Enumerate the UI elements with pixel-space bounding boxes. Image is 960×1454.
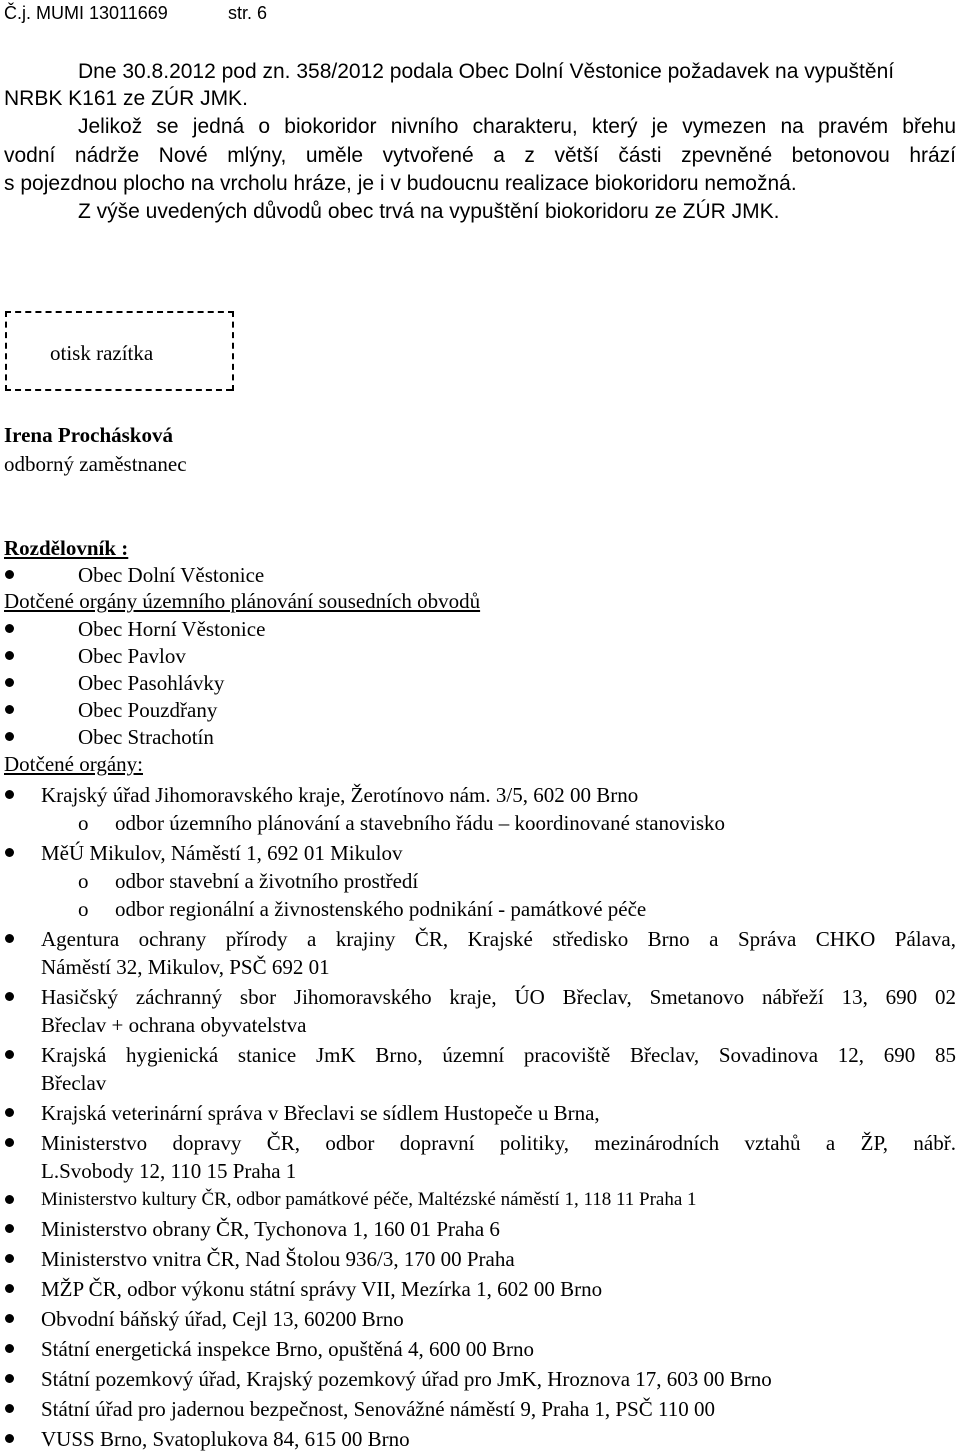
list-item: Obec Pouzdřany bbox=[78, 698, 218, 722]
list-item: Obec Strachotín bbox=[78, 725, 214, 749]
stamp-border-bottom bbox=[5, 389, 232, 391]
bullet-icon bbox=[5, 790, 14, 799]
para-line-3: s pojezdnou plocho na vrcholu hráze, je i v budoucnu realizace biokoridoru nemožná. bbox=[4, 172, 797, 195]
bullet-icon bbox=[5, 1314, 14, 1323]
bullet-icon bbox=[5, 1374, 14, 1383]
bullet-icon bbox=[5, 1050, 14, 1059]
list-item: Obec Horní Věstonice bbox=[78, 617, 266, 641]
list-item: Obec Pavlov bbox=[78, 644, 186, 668]
list-item: Obec Pasohlávky bbox=[78, 671, 225, 695]
bullet-icon bbox=[5, 1404, 14, 1413]
sub-item: odbor regionální a živnostenského podnikání - památkové péče bbox=[115, 897, 647, 921]
sub-bullet-icon: o bbox=[78, 897, 89, 921]
bullet-icon bbox=[5, 1344, 14, 1353]
list-item: Státní pozemkový úřad, Krajský pozemkový úřad pro JmK, Hroznova 17, 603 00 Brno bbox=[41, 1367, 772, 1391]
bullet-icon bbox=[5, 848, 14, 857]
bullet-icon bbox=[5, 992, 14, 1001]
bullet-icon bbox=[5, 1138, 14, 1147]
para-line-4: Z výše uvedených důvodů obec trvá na vypuštění biokoridoru ze ZÚR JMK. bbox=[78, 200, 780, 223]
list-item: MěÚ Mikulov, Náměstí 1, 692 01 Mikulov bbox=[41, 841, 403, 865]
list-item: Krajská hygienická stanice JmK Brno, územní pracoviště Břeclav, Sovadinova 12, 690 85 bbox=[41, 1043, 956, 1067]
stamp-label: otisk razítka bbox=[50, 341, 154, 365]
bullet-icon bbox=[5, 678, 14, 687]
sub-item: odbor stavební a životního prostředí bbox=[115, 869, 419, 893]
list-item-cont: Břeclav bbox=[41, 1071, 107, 1095]
list-item: Krajský úřad Jihomoravského kraje, Žerotínovo nám. 3/5, 602 00 Brno bbox=[41, 783, 639, 807]
bullet-icon bbox=[5, 1195, 14, 1204]
para-line-1: Jelikož se jedná o biokoridor nivního charakteru, který je vymezen na pravém břehu bbox=[78, 115, 956, 138]
bullet-icon bbox=[5, 1434, 14, 1443]
sub-bullet-icon: o bbox=[78, 811, 89, 835]
signature-name: Irena Prochásková bbox=[4, 423, 173, 447]
bullet-icon bbox=[5, 570, 14, 579]
bullet-icon bbox=[5, 1254, 14, 1263]
sub-item: odbor územního plánování a stavebního řádu – koordinované stanovisko bbox=[115, 811, 726, 835]
sub-bullet-icon: o bbox=[78, 869, 89, 893]
list-item: Státní úřad pro jadernou bezpečnost, Senovážné náměstí 9, Praha 1, PSČ 110 00 bbox=[41, 1397, 715, 1421]
group3-heading: Dotčené orgány: bbox=[4, 752, 143, 776]
para-line-2: vodní nádrže Nové mlýny, uměle vytvořené a z větší části zpevněné betonovou hrází bbox=[4, 144, 956, 167]
list-item: MŽP ČR, odbor výkonu státní správy VII, Mezírka 1, 602 00 Brno bbox=[41, 1277, 603, 1301]
bullet-icon bbox=[5, 651, 14, 660]
list-item: Ministerstvo dopravy ČR, odbor dopravní politiky, mezinárodních vztahů a ŽP, nábř. bbox=[41, 1131, 956, 1155]
list-item: Obvodní báňský úřad, Cejl 13, 60200 Brno bbox=[41, 1307, 404, 1331]
list-item: Ministerstvo kultury ČR, odbor památkové péče, Maltézské náměstí 1, 118 11 Praha 1 bbox=[41, 1189, 697, 1210]
bullet-icon bbox=[5, 1108, 14, 1117]
document-header bbox=[4, 3, 268, 23]
bullet-icon bbox=[5, 934, 14, 943]
list-item-cont: Břeclav + ochrana obyvatelstva bbox=[41, 1013, 307, 1037]
bullet-icon bbox=[5, 732, 14, 741]
stamp-placeholder bbox=[5, 311, 234, 391]
bullet-icon bbox=[5, 1284, 14, 1293]
list-item: Státní energetická inspekce Brno, opuštěná 4, 600 00 Brno bbox=[41, 1337, 535, 1361]
signature-role: odborný zaměstnanec bbox=[4, 452, 187, 476]
list-item: VUSS Brno, Svatoplukova 84, 615 00 Brno bbox=[41, 1427, 410, 1451]
bullet-icon bbox=[5, 624, 14, 633]
list-item: Obec Dolní Věstonice bbox=[78, 563, 265, 587]
page-number: str. 6 bbox=[228, 3, 268, 23]
list-item: Agentura ochrany přírody a krajiny ČR, Krajské středisko Brno a Správa CHKO Pálava, bbox=[41, 927, 956, 951]
list-item: Hasičský záchranný sbor Jihomoravského kraje, ÚO Břeclav, Smetanovo nábřeží 13, 690 02 bbox=[41, 985, 956, 1009]
intro-line-2: NRBK K161 ze ZÚR JMK. bbox=[4, 87, 248, 110]
distribution-heading: Rozdělovník : bbox=[4, 536, 129, 560]
list-item: Ministerstvo vnitra ČR, Nad Štolou 936/3, 170 00 Praha bbox=[41, 1247, 515, 1271]
bullet-icon bbox=[5, 1224, 14, 1233]
list-item-cont: L.Svobody 12, 110 15 Praha 1 bbox=[41, 1159, 297, 1183]
bullet-icon bbox=[5, 705, 14, 714]
reference-number: Č.j. MUMI 13011669 bbox=[4, 3, 168, 23]
intro-line-1: Dne 30.8.2012 pod zn. 358/2012 podala Obec Dolní Věstonice požadavek na vypuštění bbox=[78, 60, 895, 83]
list-item-cont: Náměstí 32, Mikulov, PSČ 692 01 bbox=[41, 955, 330, 979]
group2-heading: Dotčené orgány územního plánování sousedních obvodů bbox=[4, 589, 481, 613]
list-item: Ministerstvo obrany ČR, Tychonova 1, 160 01 Praha 6 bbox=[41, 1217, 500, 1241]
list-item: Krajská veterinární správa v Břeclavi se sídlem Hustopeče u Brna, bbox=[41, 1101, 600, 1125]
